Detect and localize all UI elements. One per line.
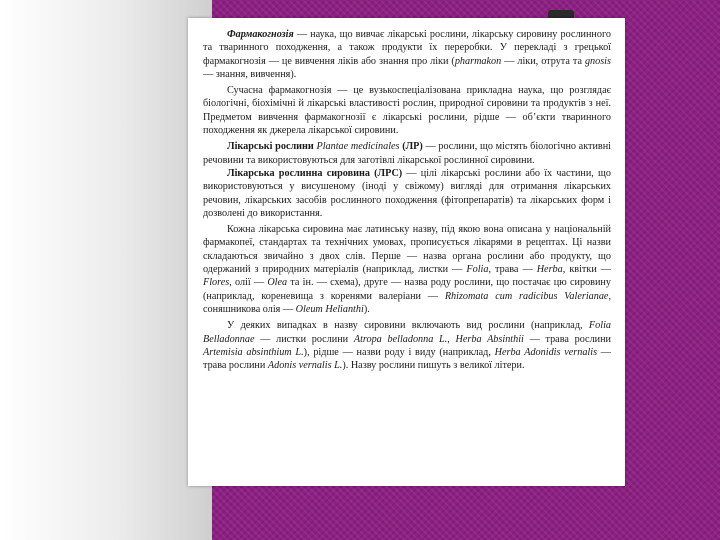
paragraph-modern-pharmacognosy: Сучасна фармакогнозія — це вузькоспеціалізована прикладна наука, що розглядає біологічні, біохімічні й лікарські властивості рослин, природної сировини та продуктів з неї. Предметом вивчення фармакогнозії є лікарські рослини, рідше — об’єкти тваринного походження як джерела лікарської сировини. xyxy=(203,85,611,137)
page-text xyxy=(203,28,611,372)
term-pharmacognosy: Фармакогнозія xyxy=(227,29,294,40)
paragraph-medicinal-raw-material: Лікарська рослинна сировина (ЛРС) — цілі лікарські рослини або їх частини, що використовуються у висушеному (іноді у свіжому) вигляді для отримання лікарських речовин, лікарських засобів рослинного походження (фітопрепаратів) та лікарських форм і дозволені до використання. xyxy=(203,167,611,219)
paragraph-latin-names: Кожна лікарська сировина має латинську назву, під якою вона описана у національній фармакопеї, стандартах та технічних умовах, прописується лікарями в рецептах. Ці назви складаються звичайно з двох слів. Перше — назва органа рослини або продукту, що одержаний з природних матеріалів (наприклад, листки — Folia, трава — Herba, квітки — Flores, олії — Olea та ін. — схема), друге — назва роду рослини, що постачає цю сировину (наприклад, кореневища з коренями валеріани — Rhizomata cum radicibus Valerianae, соняшникова олія — Oleum Helianthi). xyxy=(203,224,611,315)
slide-background-left xyxy=(0,0,212,540)
term-medicinal-raw-material: Лікарська рослинна сировина (ЛРС) xyxy=(227,167,403,179)
paragraph-species-names: У деяких випадках в назву сировини включають вид рослини (наприклад, Folia Belladonnae — листки рослини Atropa belladonna L., Herba Absinthii — трава рослини Artemisia absinthium L.), рідше — назви роду і виду (наприклад, Herba Adonidis vernalis — трава рослини Adonis vernalis L.). Назву рослини пишуть з великої літери. xyxy=(203,320,612,372)
paragraph-medicinal-plants: Лікарські рослини Plantae medicinales (ЛР) — рослини, що містять біологічно активні речовини та використовуються для заготівлі лікарської рослинної сировини. xyxy=(203,141,612,166)
paragraph-pharmacognosy-definition: Фармакогнозія — наука, що вивчає лікарські рослини, лікарську сировину рослинного та тваринного походження, а також продукти їх переробки. У перекладі з грецької фармакогнозія — це вивчення ліків або знання про ліки (pharmakon — ліки, отрута та gnosis — знання, вивчення). xyxy=(203,29,611,80)
scanned-book-page xyxy=(188,18,625,486)
term-medicinal-plants: Лікарські рослини xyxy=(227,141,314,153)
